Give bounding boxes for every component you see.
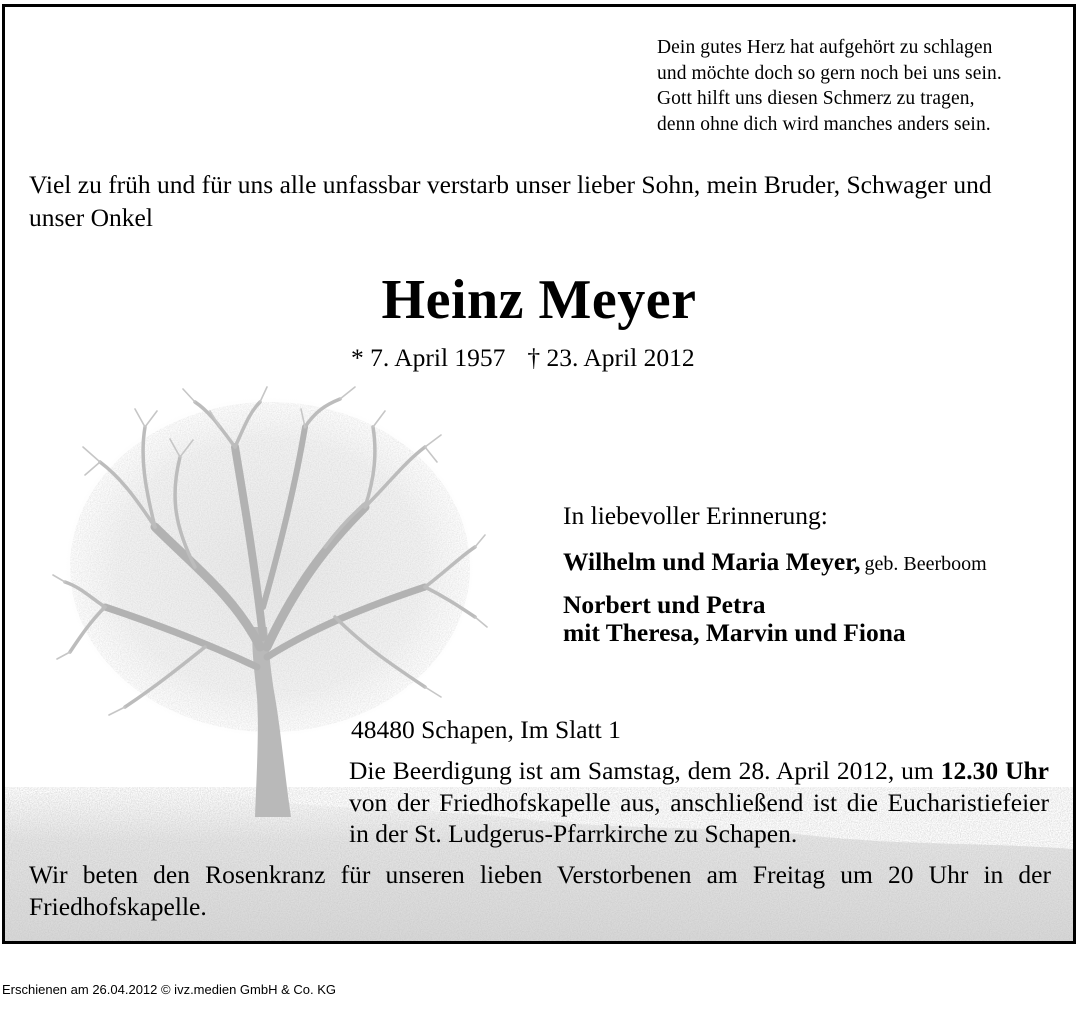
- funeral-time: 12.30 Uhr: [940, 756, 1049, 785]
- mourners-parents: [563, 547, 987, 579]
- poem-line: Gott hilft uns diesen Schmerz zu tragen,: [657, 88, 975, 109]
- family-address: 48480 Schapen, Im Slatt 1: [351, 715, 621, 744]
- mourners-heading: In liebevoller Erinnerung:: [563, 501, 828, 530]
- rosary-notice: Wir beten den Rosenkranz für unseren lieben Verstorbenen am Freitag um 20 Uhr in der Friedhofskapelle.: [29, 860, 1051, 921]
- mourners-siblings: [563, 591, 906, 647]
- poem-line: Dein gutes Herz hat aufgehört zu schlagen: [657, 37, 993, 58]
- death-date: † 23. April 2012: [527, 343, 695, 372]
- funeral-details: [349, 755, 1049, 850]
- life-dates: [351, 343, 695, 373]
- funeral-text-end: von der Friedhofskapelle aus, anschließend ist die Eucharistiefeier in der St. Ludgerus-Pfarrkirche zu Schapen.: [349, 787, 1049, 848]
- funeral-text-start: Die Beerdigung ist am Samstag, dem 28. April 2012, um: [349, 756, 934, 785]
- siblings-line: mit Theresa, Marvin und Fiona: [563, 618, 906, 647]
- intro-text: Viel zu früh und für uns alle unfassbar verstarb unser lieber Sohn, mein Bruder, Schwager und unser Onkel: [29, 170, 992, 232]
- publication-footer: Erschienen am 26.04.2012 © ivz.medien GmbH & Co. KG: [2, 982, 337, 997]
- memorial-poem: [657, 35, 1002, 137]
- parents-maiden-name: geb. Beerboom: [864, 553, 987, 575]
- poem-line: und möchte doch so gern noch bei uns sein.: [657, 62, 1002, 84]
- siblings-line: Norbert und Petra: [563, 590, 766, 619]
- obituary-frame: [2, 4, 1076, 944]
- poem-line: denn ohne dich wird manches anders sein.: [657, 113, 991, 135]
- parents-names: Wilhelm und Maria Meyer,: [563, 547, 861, 576]
- birth-date: * 7. April 1957: [351, 343, 506, 372]
- deceased-name: Heinz Meyer: [381, 269, 697, 331]
